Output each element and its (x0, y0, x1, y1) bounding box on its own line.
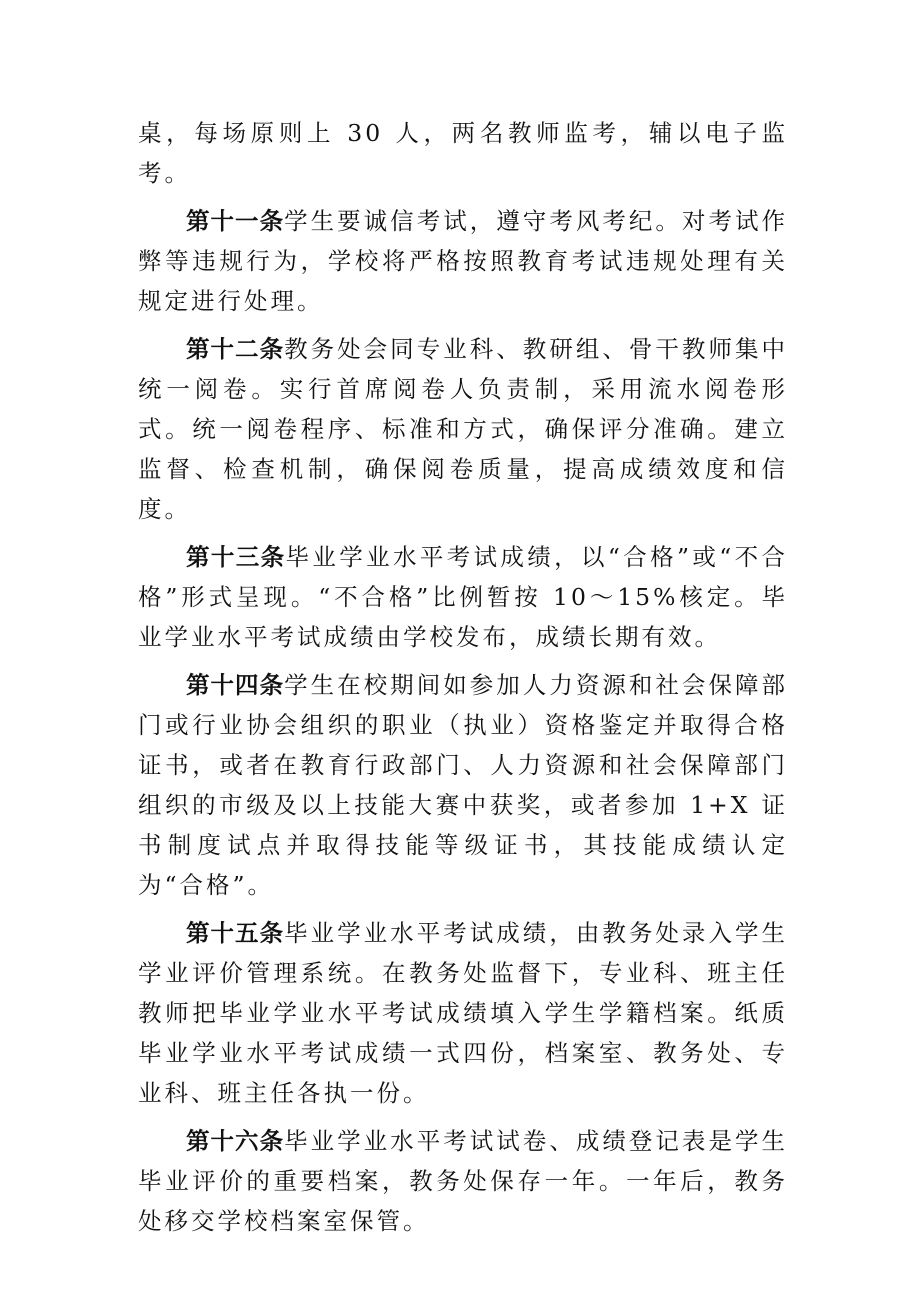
article-heading: 第十五条 (186, 919, 285, 947)
article-16 (138, 1121, 788, 1241)
article-14 (138, 665, 788, 905)
article-11 (138, 201, 788, 321)
paragraph-continuation (138, 113, 788, 193)
article-text: 学生在校期间如参加人力资源和社会保障部门或行业协会组织的职业（执业）资格鉴定并取得合格证书，或者在教育行政部门、人力资源和社会保障部门组织的市级及以上技能大赛中获奖，或者参加 1+X 证书制度试点并取得技能等级证书，其技能成绩认定为“合格”。 (138, 671, 789, 899)
article-heading: 第十二条 (186, 335, 285, 363)
article-heading: 第十一条 (186, 207, 285, 235)
article-12 (138, 329, 788, 529)
article-text: 教务处会同专业科、教研组、骨干教师集中统一阅卷。实行首席阅卷人负责制，采用流水阅卷形式。统一阅卷程序、标准和方式，确保评分准确。建立监督、检查机制，确保阅卷质量，提高成绩效度和信度。 (138, 335, 789, 523)
article-text: 毕业学业水平考试试卷、成绩登记表是学生毕业评价的重要档案，教务处保存一年。一年后，教务处移交学校档案室保管。 (138, 1127, 789, 1235)
article-text: 学生要诚信考试，遵守考风考纪。对考试作弊等违规行为，学校将严格按照教育考试违规处理有关规定进行处理。 (138, 207, 789, 315)
article-heading: 第十三条 (186, 543, 286, 571)
paragraph-text: 桌，每场原则上 30 人，两名教师监考，辅以电子监考。 (138, 119, 788, 187)
article-13 (138, 537, 788, 657)
article-heading: 第十六条 (186, 1127, 285, 1155)
article-15 (138, 913, 788, 1113)
article-heading: 第十四条 (186, 671, 285, 699)
article-text: 毕业学业水平考试成绩，以“合格”或“不合格”形式呈现。“不合格”比例暂按 10～15%核定。毕业学业水平考试成绩由学校发布，成绩长期有效。 (138, 543, 789, 651)
article-text: 毕业学业水平考试成绩，由教务处录入学生学业评价管理系统。在教务处监督下，专业科、班主任教师把毕业学业水平考试成绩填入学生学籍档案。纸质毕业学业水平考试成绩一式四份，档案室、教务处、专业科、班主任各执一份。 (138, 919, 789, 1107)
